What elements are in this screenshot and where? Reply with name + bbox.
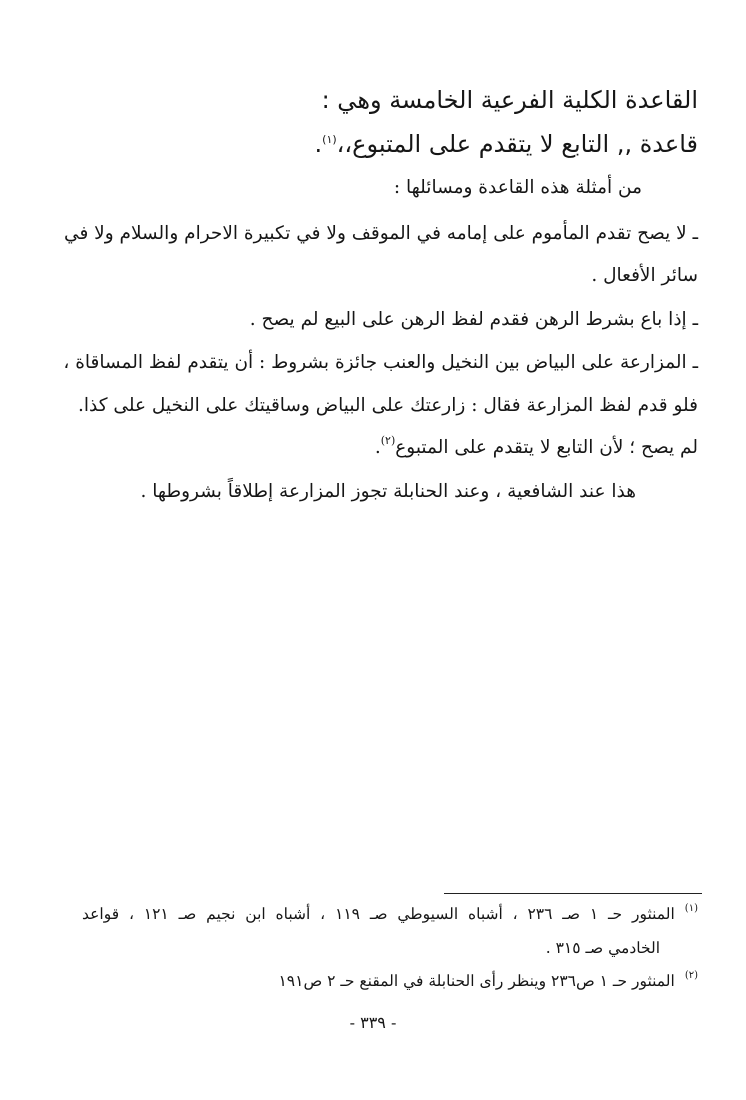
footnote-1-line-2: الخادمي صـ ٣١٥ . <box>545 939 660 957</box>
examples-intro: من أمثلة هذه القاعدة ومسائلها : <box>393 177 642 198</box>
example-3-line-2: فلو قدم لفظ المزارعة فقال : زارعتك على البياض وساقيتك على النخيل على كذا. <box>78 395 698 416</box>
rule-title-text: قاعدة ,, التابع لا يتقدم على المتبوع،، <box>336 130 698 158</box>
footnote-ref-1: (١) <box>322 133 337 146</box>
page-number: - ٣٣٩ - <box>349 1013 397 1032</box>
footnote-divider <box>444 893 702 894</box>
footnote-1-line-1 <box>82 905 698 923</box>
example-3-line-3-text: لم يصح ؛ لأن التابع لا يتقدم على المتبوع <box>395 437 698 458</box>
footnote-2 <box>278 972 698 990</box>
rule-heading: القاعدة الكلية الفرعية الخامسة وهي : <box>321 86 698 114</box>
example-1-line-1: ـ لا يصح تقدم المأموم على إمامه في الموقف ولا في تكبيرة الاحرام والسلام ولا في <box>64 223 698 244</box>
footnote-2-number: (٢) <box>684 970 698 981</box>
example-2: ـ إذا باع بشرط الرهن فقدم لفظ الرهن على البيع لم يصح . <box>249 309 698 330</box>
rule-title-end: . <box>314 130 323 158</box>
footnote-1-number: (١) <box>684 903 698 914</box>
rule-title <box>78 130 698 158</box>
footnote-2-text: المنثور حـ ١ ص٢٣٦ وينظر رأى الحنابلة في المقنع حـ ٢ ص١٩١ <box>278 972 675 990</box>
example-3-line-1: ـ المزارعة على البياض بين النخيل والعنب جائزة بشروط : أن يتقدم لفظ المساقاة ، <box>63 352 698 373</box>
example-3-line-3-end: . <box>374 437 381 458</box>
closing-note: هذا عند الشافعية ، وعند الحنابلة تجوز المزارعة إطلاقاً بشروطها . <box>140 481 636 502</box>
example-1-line-2: سائر الأفعال . <box>591 265 698 286</box>
footnote-ref-2: (٢) <box>380 434 396 447</box>
example-3-line-3 <box>78 434 698 458</box>
footnote-1-text: المنثور حـ ١ صـ ٢٣٦ ، أشباه السيوطي صـ ١١٩ ، أشباه ابن نجيم صـ ١٢١ ، قواعد <box>82 905 675 923</box>
